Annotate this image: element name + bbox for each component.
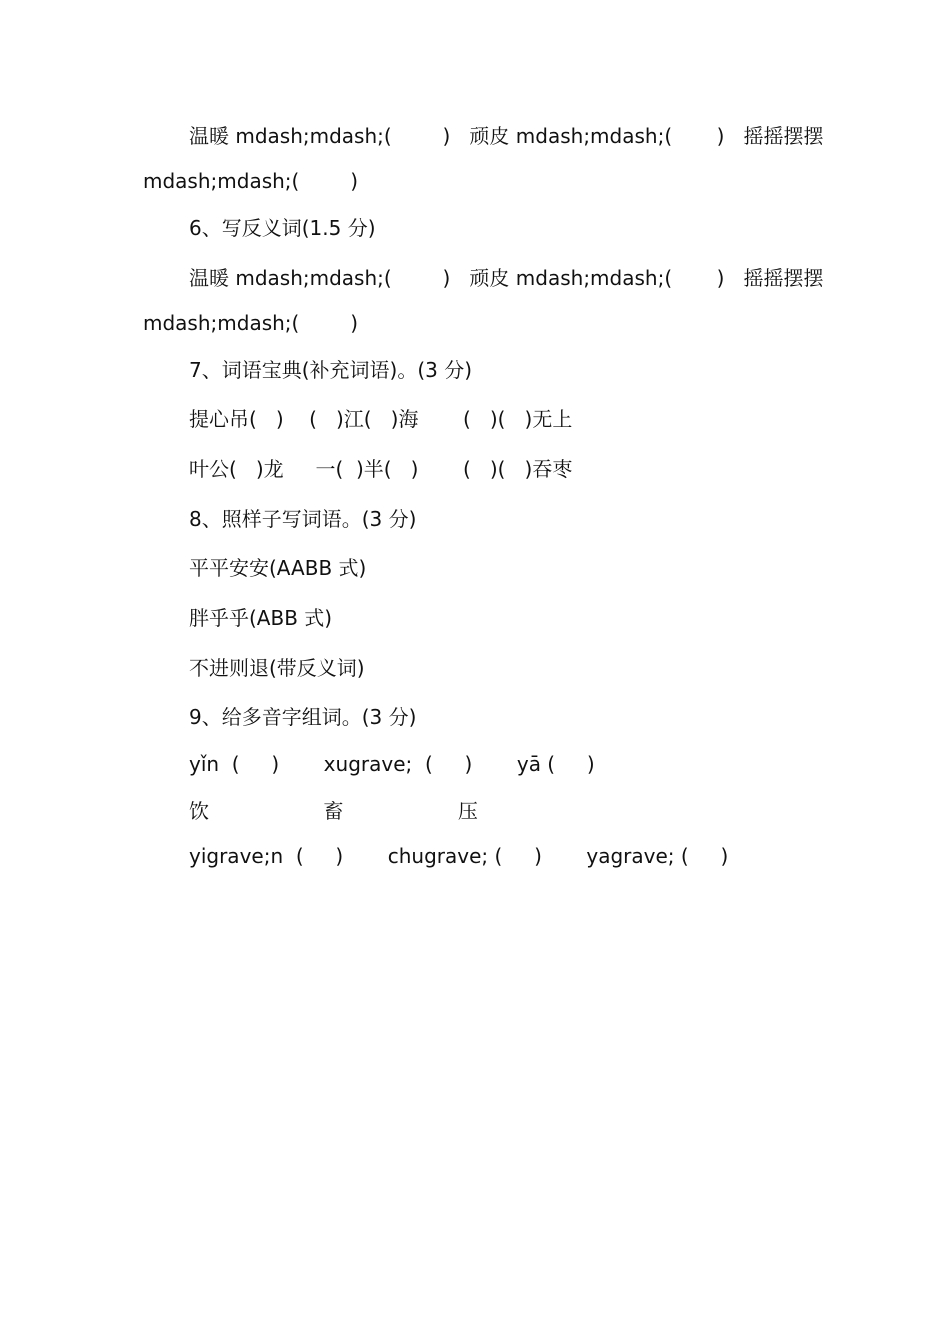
question-8-item-3: 不进则退(带反义词) (189, 656, 365, 680)
question-9-pinyin-row-2: yigrave;n ( ) chugrave; ( ) yagrave; ( ) (189, 844, 729, 868)
antonym-line-1b: mdash;mdash;( ) (143, 169, 358, 193)
question-9-heading: 9、给多音字组词。(3 分) (189, 705, 417, 729)
question-6-heading: 6、写反义词(1.5 分) (189, 216, 376, 240)
question-8-item-2: 胖乎乎(ABB 式) (189, 606, 333, 630)
question-7-row-2: 叶公( )龙 一( )半( ) ( )( )吞枣 (189, 457, 573, 481)
antonym-line-2b: mdash;mdash;( ) (143, 311, 358, 335)
question-8-item-1: 平平安安(AABB 式) (189, 556, 367, 580)
question-7-heading: 7、词语宝典(补充词语)。(3 分) (189, 358, 473, 382)
antonym-line-2a: 温暖 mdash;mdash;( ) 顽皮 mdash;mdash;( ) 摇摇摆摆 (189, 266, 824, 290)
question-7-row-1: 提心吊( ) ( )江( )海 ( )( )无上 (189, 407, 573, 431)
question-8-heading: 8、照样子写词语。(3 分) (189, 507, 417, 531)
antonym-line-1a: 温暖 mdash;mdash;( ) 顽皮 mdash;mdash;( ) 摇摇摆摆 (189, 124, 824, 148)
question-9-characters-row: 饮 畜 压 (189, 799, 478, 823)
question-9-pinyin-row-1: yǐn ( ) xugrave; ( ) yā ( ) (189, 752, 595, 776)
